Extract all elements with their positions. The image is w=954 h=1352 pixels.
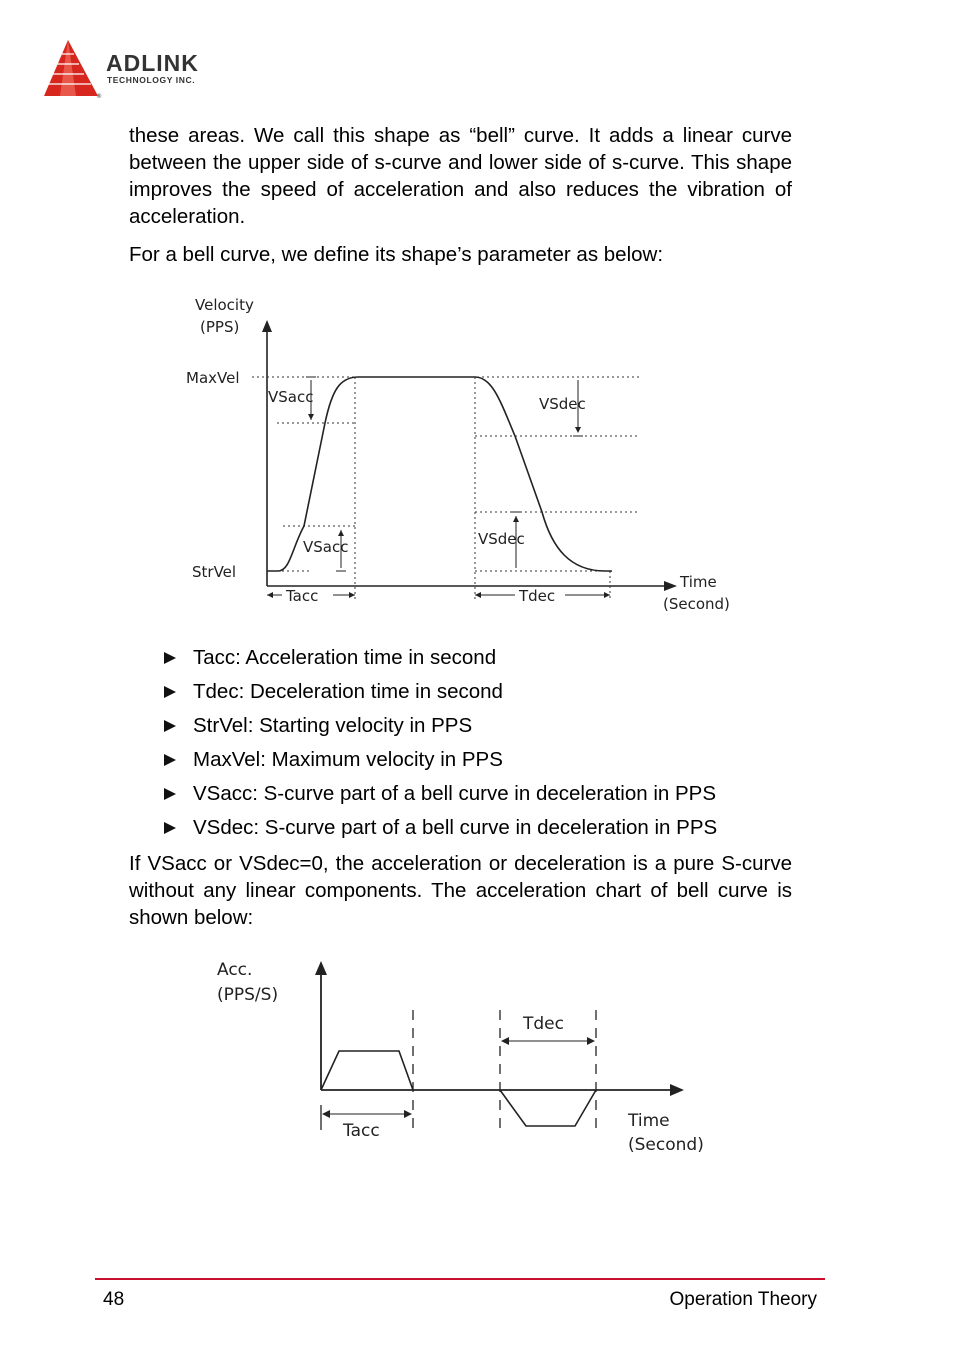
tdec-label: Tdec <box>519 587 556 605</box>
tdec-label: Tdec <box>523 1014 564 1034</box>
vsacc-upper-label: VSacc <box>268 388 314 406</box>
list-item <box>164 709 717 743</box>
list-item-text: Tacc: Acceleration time in second <box>193 646 497 669</box>
str-vel-label: StrVel <box>192 563 237 581</box>
list-item <box>164 743 717 777</box>
y-axis-unit: (PPS/S) <box>217 985 279 1005</box>
acceleration-profile-figure <box>210 955 730 1160</box>
bullet-arrow-icon <box>164 822 176 834</box>
vsacc-lower-label: VSacc <box>303 538 349 556</box>
x-axis-label: Time <box>680 573 717 591</box>
list-item <box>164 641 717 675</box>
x-axis-unit: (Second) <box>628 1135 704 1155</box>
vsdec-upper-label: VSdec <box>539 395 586 413</box>
list-item-text: VSacc: S-curve part of a bell curve in deceleration in PPS <box>193 782 717 805</box>
max-vel-label: MaxVel <box>186 369 240 387</box>
parameter-list <box>164 641 717 845</box>
page-number: 48 <box>103 1289 125 1310</box>
company-logo <box>40 38 240 100</box>
list-item-text: VSdec: S-curve part of a bell curve in deceleration in PPS <box>193 816 718 839</box>
list-item <box>164 811 717 845</box>
bullet-arrow-icon <box>164 754 176 766</box>
bullet-arrow-icon <box>164 686 176 698</box>
list-item <box>164 675 717 709</box>
body-paragraph: If VSacc or VSdec=0, the acceleration or deceleration is a pure S-curve without any linear components. The acceleration chart of bell curve is shown below: <box>129 852 792 929</box>
section-title: Operation Theory <box>669 1289 817 1310</box>
list-item-text: Tdec: Deceleration time in second <box>193 680 503 703</box>
deceleration-trapezoid <box>500 1090 596 1126</box>
body-paragraph: these areas. We call this shape as “bell” curve. It adds a linear curve between the upper side of s-curve and lower side of s-curve. This shape improves the speed of acceleration and also reduces the vibration of acceleration. <box>129 124 792 228</box>
footer-divider <box>95 1278 825 1280</box>
list-item <box>164 777 717 811</box>
x-axis-label: Time <box>628 1111 670 1131</box>
bullet-arrow-icon <box>164 652 176 664</box>
y-axis-label: Velocity <box>195 296 254 314</box>
x-axis-unit: (Second) <box>663 595 730 613</box>
adlink-triangle-icon <box>40 38 102 100</box>
svg-text:®: ® <box>96 93 102 100</box>
y-axis-unit: (PPS) <box>200 318 240 336</box>
logo-tagline: TECHNOLOGY INC. <box>107 75 196 85</box>
body-paragraph: For a bell curve, we define its shape’s parameter as below: <box>129 243 664 266</box>
list-item-text: StrVel: Starting velocity in PPS <box>193 714 473 737</box>
list-item-text: MaxVel: Maximum velocity in PPS <box>193 748 503 771</box>
bullet-arrow-icon <box>164 788 176 800</box>
vsdec-lower-label: VSdec <box>478 530 525 548</box>
logo-wordmark: ADLINK <box>106 50 199 76</box>
y-axis-label: Acc. <box>217 960 253 980</box>
velocity-profile-figure <box>180 290 750 620</box>
bullet-arrow-icon <box>164 720 176 732</box>
tacc-label: Tacc <box>343 1121 380 1141</box>
acceleration-trapezoid <box>321 1051 413 1090</box>
tacc-label: Tacc <box>286 587 319 605</box>
